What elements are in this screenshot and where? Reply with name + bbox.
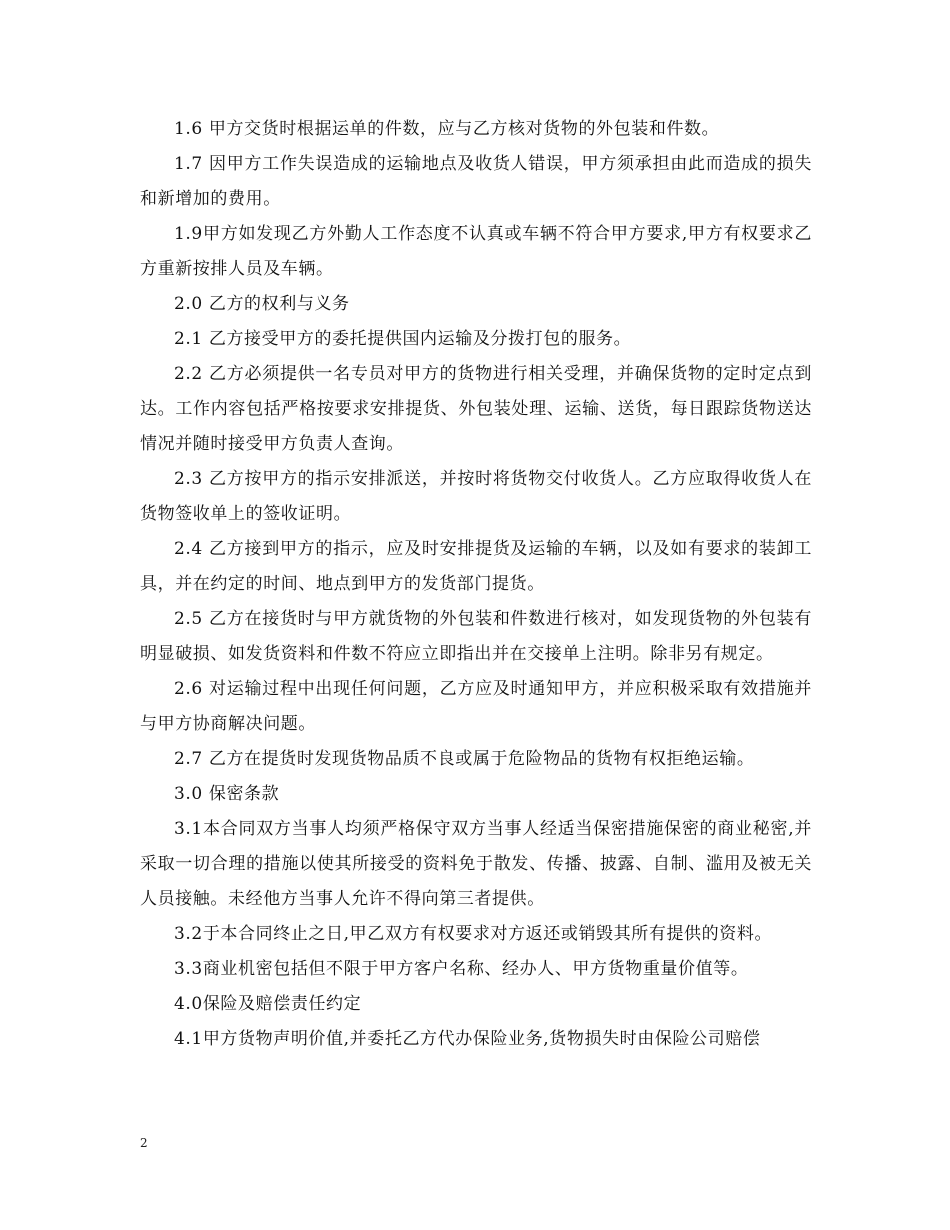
section-heading-4-0: 4.0保险及赔偿责任约定 (174, 994, 362, 1014)
clause-4-1: 4.1甲方货物声明价值,并委托乙方代办保险业务,货物损失时由保险公司赔偿 (174, 1029, 761, 1049)
section-heading-3-0: 3.0 保密条款 (174, 784, 280, 804)
clause-2-7: 2.7 乙方在提货时发现货物品质不良或属于危险物品的货物有权拒绝运输。 (174, 749, 755, 769)
clause-2-2: 2.2 乙方必须提供一名专员对甲方的货物进行相关受理，并确保货物的定时定点到达。工作内容包括严格按要求安排提货、外包装处理、运输、送货，每日跟踪货物送达情况并随时接受甲方负责人查询。 (140, 364, 812, 454)
clause-1-6: 1.6 甲方交货时根据运单的件数，应与乙方核对货物的外包装和件数。 (174, 119, 720, 139)
clause-3-1: 3.1本合同双方当事人均须严格保守双方当事人经适当保密措施保密的商业秘密,并采取一切合理的措施以使其所接受的资料免于散发、传播、披露、自制、滥用及被无关人员接触。未经他方当事人允许不得向第三者提供。 (140, 819, 812, 909)
clause-3-2: 3.2于本合同终止之日,甲乙双方有权要求对方返还或销毁其所有提供的资料。 (174, 924, 773, 944)
clause-2-4: 2.4 乙方接到甲方的指示，应及时安排提货及运输的车辆，以及如有要求的装卸工具，并在约定的时间、地点到甲方的发货部门提货。 (140, 539, 812, 594)
page-number: 2 (140, 1136, 148, 1150)
clause-1-7: 1.7 因甲方工作失误造成的运输地点及收货人错误，甲方须承担由此而造成的损失和新增加的费用。 (140, 154, 812, 209)
section-heading-2-0: 2.0 乙方的权利与义务 (174, 294, 350, 314)
clause-1-9: 1.9甲方如发现乙方外勤人工作态度不认真或车辆不符合甲方要求,甲方有权要求乙方重新按排人员及车辆。 (140, 224, 812, 279)
clause-3-3: 3.3商业机密包括但不限于甲方客户名称、经办人、甲方货物重量价值等。 (174, 959, 749, 979)
clause-2-5: 2.5 乙方在接货时与甲方就货物的外包装和件数进行核对，如发现货物的外包装有明显破损、如发货资料和件数不符应立即指出并在交接单上注明。除非另有规定。 (140, 609, 812, 664)
clause-2-6: 2.6 对运输过程中出现任何问题，乙方应及时通知甲方，并应积极采取有效措施并与甲方协商解决问题。 (140, 679, 812, 734)
clause-2-1: 2.1 乙方接受甲方的委托提供国内运输及分拨打包的服务。 (174, 329, 632, 349)
document-body (140, 112, 812, 1057)
clause-2-3: 2.3 乙方按甲方的指示安排派送，并按时将货物交付收货人。乙方应取得收货人在货物签收单上的签收证明。 (140, 469, 812, 524)
